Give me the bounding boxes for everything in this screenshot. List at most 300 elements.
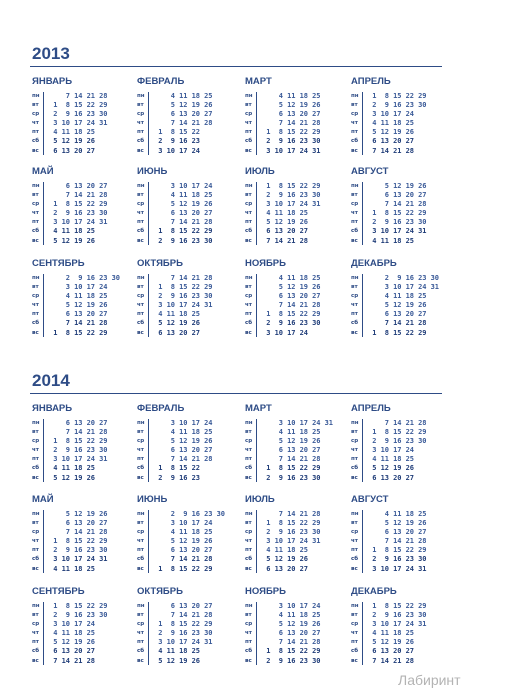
date-cell: 9 bbox=[397, 274, 402, 282]
date-cell: 1 bbox=[372, 92, 377, 100]
date-cell: 4 bbox=[372, 455, 377, 464]
date-cell: 10 bbox=[287, 419, 296, 427]
date-cell: 20 bbox=[191, 110, 200, 119]
date-cell: 23 bbox=[191, 236, 200, 245]
date-cell: 25 bbox=[99, 292, 108, 301]
date-cell: 22 bbox=[86, 101, 95, 110]
date-cell: 13 bbox=[74, 310, 83, 319]
date-cell bbox=[213, 528, 226, 537]
date-cell bbox=[213, 555, 226, 564]
date-cell bbox=[213, 455, 226, 464]
date-cell bbox=[45, 301, 58, 310]
weekday-label: вт bbox=[32, 429, 39, 436]
weekday-label: сб bbox=[351, 648, 359, 655]
date-cell: 21 bbox=[191, 119, 200, 128]
date-cell: 30 bbox=[111, 274, 120, 282]
date-cell: 20 bbox=[74, 647, 83, 656]
year-title: 2013 bbox=[32, 44, 70, 63]
date-cell bbox=[427, 528, 440, 537]
date-cell: 16 bbox=[405, 274, 414, 282]
date-cell: 13 bbox=[287, 629, 296, 638]
weekday-separator bbox=[362, 274, 363, 337]
date-cell: 3 bbox=[53, 455, 58, 464]
month-name: НОЯБРЬ bbox=[245, 586, 286, 597]
date-cell: 26 bbox=[86, 638, 95, 647]
weekday-label: пн bbox=[245, 275, 253, 281]
date-cell: 25 bbox=[405, 629, 414, 638]
date-cell: 21 bbox=[191, 274, 200, 282]
date-cell: 11 bbox=[287, 611, 296, 620]
date-cell: 9 bbox=[170, 629, 175, 638]
date-cell: 25 bbox=[191, 310, 200, 319]
date-cell: 22 bbox=[191, 128, 200, 137]
date-cell: 26 bbox=[86, 473, 95, 482]
date-cell: 23 bbox=[405, 101, 414, 110]
date-cell: 23 bbox=[299, 528, 308, 537]
date-cell: 10 bbox=[274, 328, 283, 337]
date-cell: 2 bbox=[158, 473, 163, 482]
date-grid bbox=[45, 602, 120, 666]
date-cell bbox=[213, 182, 226, 191]
date-cell: 2 bbox=[266, 656, 271, 665]
date-cell: 27 bbox=[99, 310, 108, 319]
date-cell: 14 bbox=[179, 218, 188, 227]
date-cell bbox=[258, 629, 271, 638]
date-cell: 29 bbox=[99, 101, 108, 110]
date-cell: 29 bbox=[312, 647, 321, 656]
date-cell: 14 bbox=[61, 656, 70, 665]
date-cell: 23 bbox=[405, 218, 414, 227]
date-cell: 30 bbox=[312, 656, 321, 665]
date-cell bbox=[213, 464, 226, 473]
date-cell: 26 bbox=[299, 218, 308, 227]
weekday-label: вс bbox=[245, 565, 252, 572]
date-cell: 3 bbox=[53, 119, 58, 128]
date-cell: 21 bbox=[287, 236, 296, 245]
date-cell: 30 bbox=[99, 546, 108, 555]
date-cell: 24 bbox=[299, 537, 308, 546]
date-cell: 28 bbox=[418, 419, 427, 427]
date-cell bbox=[108, 428, 121, 437]
date-cell: 8 bbox=[278, 128, 283, 137]
date-cell: 6 bbox=[384, 528, 389, 537]
date-cell: 2 bbox=[266, 137, 271, 146]
date-cell: 3 bbox=[278, 419, 283, 427]
date-cell: 4 bbox=[384, 510, 389, 518]
date-cell: 26 bbox=[418, 519, 427, 528]
weekday-label: чт bbox=[137, 630, 144, 637]
date-cell: 25 bbox=[86, 227, 95, 236]
date-cell: 11 bbox=[287, 274, 296, 282]
date-cell: 24 bbox=[99, 283, 108, 292]
date-cell: 28 bbox=[204, 218, 213, 227]
date-cell: 8 bbox=[278, 519, 283, 528]
date-cell: 19 bbox=[179, 319, 188, 328]
date-cell: 12 bbox=[179, 437, 188, 446]
date-cell: 26 bbox=[312, 101, 321, 110]
date-cell: 17 bbox=[299, 419, 308, 427]
date-cell: 17 bbox=[393, 446, 402, 455]
date-cell: 1 bbox=[53, 328, 58, 337]
date-cell: 21 bbox=[86, 92, 95, 100]
date-cell: 25 bbox=[204, 528, 213, 537]
date-cell: 24 bbox=[86, 620, 95, 629]
date-cell: 18 bbox=[299, 428, 308, 437]
date-cell: 24 bbox=[299, 200, 308, 209]
weekday-labels bbox=[32, 602, 42, 666]
date-cell bbox=[321, 446, 334, 455]
date-cell bbox=[414, 147, 427, 156]
date-cell: 1 bbox=[372, 328, 377, 337]
month-name: МАЙ bbox=[32, 166, 54, 177]
date-cell: 18 bbox=[86, 292, 95, 301]
date-cell: 4 bbox=[170, 528, 175, 537]
weekday-separator bbox=[148, 274, 149, 337]
date-cell: 11 bbox=[179, 191, 188, 200]
date-cell bbox=[150, 537, 163, 546]
date-cell: 23 bbox=[86, 446, 95, 455]
date-cell: 17 bbox=[74, 620, 83, 629]
date-cell bbox=[427, 474, 440, 483]
date-cell: 12 bbox=[393, 182, 402, 190]
date-cell: 25 bbox=[86, 128, 95, 137]
month-name: МАРТ bbox=[245, 76, 272, 87]
date-cell: 26 bbox=[86, 236, 95, 245]
date-cell: 12 bbox=[380, 128, 389, 137]
weekday-label: пн bbox=[351, 183, 359, 189]
date-cell: 3 bbox=[170, 519, 175, 528]
weekday-label: ср bbox=[351, 529, 359, 536]
date-cell bbox=[150, 191, 163, 200]
date-cell: 25 bbox=[312, 274, 321, 282]
date-cell: 15 bbox=[393, 209, 402, 218]
weekday-labels bbox=[137, 274, 147, 338]
date-cell: 29 bbox=[204, 283, 213, 292]
date-cell: 12 bbox=[61, 236, 70, 245]
date-cell bbox=[427, 147, 440, 156]
date-cell bbox=[200, 128, 213, 137]
date-cell bbox=[321, 182, 334, 191]
date-cell bbox=[150, 274, 163, 283]
date-cell bbox=[414, 638, 427, 647]
date-cell: 7 bbox=[170, 555, 175, 564]
date-cell: 2 bbox=[372, 218, 377, 227]
date-cell: 27 bbox=[86, 647, 95, 656]
date-cell: 27 bbox=[204, 110, 213, 119]
date-cell: 13 bbox=[179, 110, 188, 119]
date-cell: 12 bbox=[166, 319, 175, 328]
date-cell: 28 bbox=[86, 656, 95, 665]
weekday-label: вт bbox=[351, 429, 358, 436]
date-cell bbox=[414, 446, 427, 455]
weekday-label: чт bbox=[245, 210, 252, 217]
month-name: ЯНВАРЬ bbox=[32, 76, 73, 87]
date-cell: 16 bbox=[179, 236, 188, 245]
weekday-label: чт bbox=[32, 538, 39, 545]
date-cell: 9 bbox=[170, 473, 175, 482]
date-cell: 6 bbox=[278, 446, 283, 455]
date-cell: 21 bbox=[393, 656, 402, 665]
date-cell: 8 bbox=[65, 200, 70, 209]
date-cell: 9 bbox=[170, 292, 175, 301]
date-cell: 3 bbox=[372, 620, 377, 629]
month-block bbox=[245, 494, 341, 573]
month-block bbox=[137, 403, 233, 482]
date-cell: 16 bbox=[393, 218, 402, 227]
date-cell bbox=[150, 546, 163, 555]
weekday-label: вс bbox=[351, 329, 358, 336]
date-cell: 24 bbox=[405, 620, 414, 629]
date-cell: 11 bbox=[61, 464, 70, 473]
date-cell: 11 bbox=[380, 455, 389, 464]
date-cell: 21 bbox=[405, 200, 414, 209]
date-cell bbox=[258, 510, 271, 519]
date-cell bbox=[213, 537, 226, 546]
date-cell: 30 bbox=[312, 191, 321, 200]
date-cell: 8 bbox=[170, 620, 175, 629]
date-cell: 14 bbox=[393, 200, 402, 209]
date-cell: 29 bbox=[312, 128, 321, 137]
date-cell bbox=[427, 419, 440, 428]
date-cell bbox=[258, 446, 271, 455]
date-cell: 20 bbox=[74, 146, 83, 155]
date-cell bbox=[213, 128, 226, 137]
month-block bbox=[137, 76, 233, 155]
weekday-label: вт bbox=[351, 192, 358, 199]
date-cell: 3 bbox=[53, 620, 58, 629]
month-block bbox=[351, 403, 447, 482]
date-cell: 19 bbox=[393, 638, 402, 647]
date-cell: 4 bbox=[53, 564, 58, 573]
weekday-label: вт bbox=[137, 284, 144, 291]
weekday-label: ср bbox=[137, 621, 145, 628]
weekday-labels bbox=[137, 510, 147, 574]
date-cell bbox=[427, 657, 440, 666]
date-cell: 5 bbox=[170, 437, 175, 446]
date-cell: 22 bbox=[405, 328, 414, 337]
date-cell bbox=[150, 101, 163, 110]
date-cell bbox=[364, 510, 377, 519]
date-cell: 4 bbox=[266, 546, 271, 555]
date-cell: 24 bbox=[418, 283, 427, 292]
weekday-label: пн bbox=[351, 93, 359, 99]
date-cell: 24 bbox=[86, 218, 95, 227]
date-cell: 16 bbox=[287, 191, 296, 200]
date-cell bbox=[427, 319, 440, 328]
date-cell: 3 bbox=[372, 227, 377, 236]
date-cell: 30 bbox=[430, 274, 439, 282]
weekday-labels bbox=[351, 182, 361, 246]
date-cell: 17 bbox=[287, 146, 296, 155]
date-cell: 3 bbox=[53, 218, 58, 227]
date-cell: 16 bbox=[287, 473, 296, 482]
date-cell bbox=[321, 474, 334, 483]
date-cell: 22 bbox=[86, 200, 95, 209]
date-cell: 7 bbox=[65, 428, 70, 437]
date-cell: 4 bbox=[278, 92, 283, 100]
date-cell: 22 bbox=[405, 428, 414, 437]
date-cell: 18 bbox=[299, 611, 308, 620]
date-cell bbox=[45, 92, 58, 101]
date-cell bbox=[414, 137, 427, 146]
weekday-label: пт bbox=[32, 219, 39, 226]
date-cell bbox=[108, 301, 121, 310]
date-cell: 1 bbox=[372, 602, 377, 610]
date-cell: 30 bbox=[99, 446, 108, 455]
date-cell: 29 bbox=[418, 92, 427, 100]
date-cell: 18 bbox=[405, 292, 414, 301]
date-cell bbox=[427, 565, 440, 574]
date-cell: 7 bbox=[384, 200, 389, 209]
weekday-label: пт bbox=[32, 639, 39, 646]
date-cell: 16 bbox=[393, 101, 402, 110]
date-cell: 15 bbox=[179, 283, 188, 292]
date-cell: 10 bbox=[74, 283, 83, 292]
date-cell: 21 bbox=[74, 656, 83, 665]
month-name: АПРЕЛЬ bbox=[351, 403, 391, 414]
date-cell: 5 bbox=[266, 555, 271, 564]
date-cell: 15 bbox=[74, 200, 83, 209]
date-cell bbox=[150, 200, 163, 209]
date-cell bbox=[427, 611, 440, 620]
date-cell bbox=[414, 647, 427, 656]
weekday-labels bbox=[245, 274, 255, 338]
weekday-label: пт bbox=[245, 219, 252, 226]
weekday-separator bbox=[148, 92, 149, 155]
date-cell: 22 bbox=[299, 464, 308, 473]
weekday-labels bbox=[137, 602, 147, 666]
date-cell: 9 bbox=[384, 555, 389, 564]
date-cell: 28 bbox=[99, 319, 108, 328]
weekday-separator bbox=[256, 182, 257, 245]
date-cell: 17 bbox=[74, 555, 83, 564]
date-cell: 22 bbox=[191, 464, 200, 473]
date-cell: 18 bbox=[191, 92, 200, 100]
date-cell: 8 bbox=[65, 537, 70, 546]
month-name: ИЮЛЬ bbox=[245, 166, 275, 177]
date-cell: 7 bbox=[278, 510, 283, 518]
date-cell: 23 bbox=[405, 611, 414, 620]
month-name: ФЕВРАЛЬ bbox=[137, 403, 185, 414]
date-cell: 15 bbox=[393, 428, 402, 437]
date-cell: 29 bbox=[418, 428, 427, 437]
date-cell: 14 bbox=[74, 528, 83, 537]
date-cell: 19 bbox=[191, 200, 200, 209]
weekday-label: вт bbox=[137, 192, 144, 199]
date-cell bbox=[108, 227, 121, 236]
date-cell: 14 bbox=[287, 119, 296, 128]
date-cell bbox=[200, 310, 213, 319]
date-cell bbox=[258, 119, 271, 128]
date-cell bbox=[308, 237, 321, 246]
weekday-label: чт bbox=[245, 538, 252, 545]
date-cell: 22 bbox=[405, 546, 414, 555]
date-cell: 3 bbox=[158, 301, 163, 310]
date-cell bbox=[321, 611, 334, 620]
date-cell: 8 bbox=[170, 128, 175, 137]
date-cell bbox=[95, 565, 108, 574]
date-cell bbox=[364, 200, 377, 209]
weekday-label: чт bbox=[351, 120, 358, 127]
date-cell: 21 bbox=[299, 455, 308, 464]
weekday-label: пт bbox=[351, 311, 358, 318]
date-cell: 8 bbox=[278, 182, 283, 190]
date-cell: 25 bbox=[418, 510, 427, 518]
date-cell: 2 bbox=[372, 101, 377, 110]
weekday-label: вс bbox=[137, 565, 144, 572]
date-cell bbox=[321, 209, 334, 218]
date-cell: 31 bbox=[418, 564, 427, 573]
date-cell: 7 bbox=[278, 301, 283, 310]
date-cell: 28 bbox=[312, 301, 321, 310]
date-cell: 23 bbox=[405, 437, 414, 446]
date-grid bbox=[150, 274, 225, 338]
date-cell: 6 bbox=[65, 519, 70, 528]
weekday-separator bbox=[43, 510, 44, 573]
month-block bbox=[137, 494, 233, 573]
date-cell: 28 bbox=[204, 555, 213, 564]
weekday-label: вт bbox=[137, 102, 144, 109]
date-cell: 7 bbox=[170, 455, 175, 464]
weekday-label: вт bbox=[32, 102, 39, 109]
date-cell bbox=[321, 101, 334, 110]
date-cell bbox=[364, 191, 377, 200]
weekday-label: ср bbox=[32, 438, 40, 445]
date-cell bbox=[108, 638, 121, 647]
date-cell bbox=[213, 565, 226, 574]
date-cell: 2 bbox=[266, 473, 271, 482]
date-cell bbox=[213, 629, 226, 638]
date-cell bbox=[108, 446, 121, 455]
date-cell bbox=[321, 647, 334, 656]
date-cell: 26 bbox=[86, 137, 95, 146]
date-cell: 14 bbox=[287, 510, 296, 518]
weekday-separator bbox=[256, 274, 257, 337]
date-cell: 24 bbox=[299, 146, 308, 155]
date-cell bbox=[258, 611, 271, 620]
date-cell: 19 bbox=[287, 218, 296, 227]
date-cell: 13 bbox=[393, 528, 402, 537]
date-cell: 28 bbox=[99, 428, 108, 437]
weekday-label: вс bbox=[32, 237, 39, 244]
date-cell: 23 bbox=[99, 274, 108, 282]
date-cell bbox=[427, 602, 440, 611]
date-cell: 7 bbox=[266, 236, 271, 245]
date-cell: 26 bbox=[418, 301, 427, 310]
date-cell: 2 bbox=[53, 446, 58, 455]
date-cell: 14 bbox=[287, 455, 296, 464]
weekday-label: пт bbox=[32, 456, 39, 463]
date-cell: 17 bbox=[393, 227, 402, 236]
date-cell: 3 bbox=[266, 146, 271, 155]
month-block bbox=[245, 166, 341, 245]
date-cell bbox=[108, 419, 121, 428]
weekday-label: чт bbox=[351, 630, 358, 637]
weekday-label: пн bbox=[137, 275, 145, 281]
date-cell bbox=[45, 428, 58, 437]
date-cell: 18 bbox=[191, 191, 200, 200]
date-cell: 7 bbox=[65, 92, 70, 100]
date-cell: 2 bbox=[266, 191, 271, 200]
date-cell: 22 bbox=[191, 283, 200, 292]
date-cell: 2 bbox=[170, 510, 175, 518]
weekday-label: чт bbox=[32, 630, 39, 637]
date-cell: 14 bbox=[393, 319, 402, 328]
date-cell bbox=[258, 301, 271, 310]
date-cell bbox=[45, 182, 58, 191]
weekday-separator bbox=[43, 92, 44, 155]
weekday-label: сб bbox=[245, 138, 253, 145]
